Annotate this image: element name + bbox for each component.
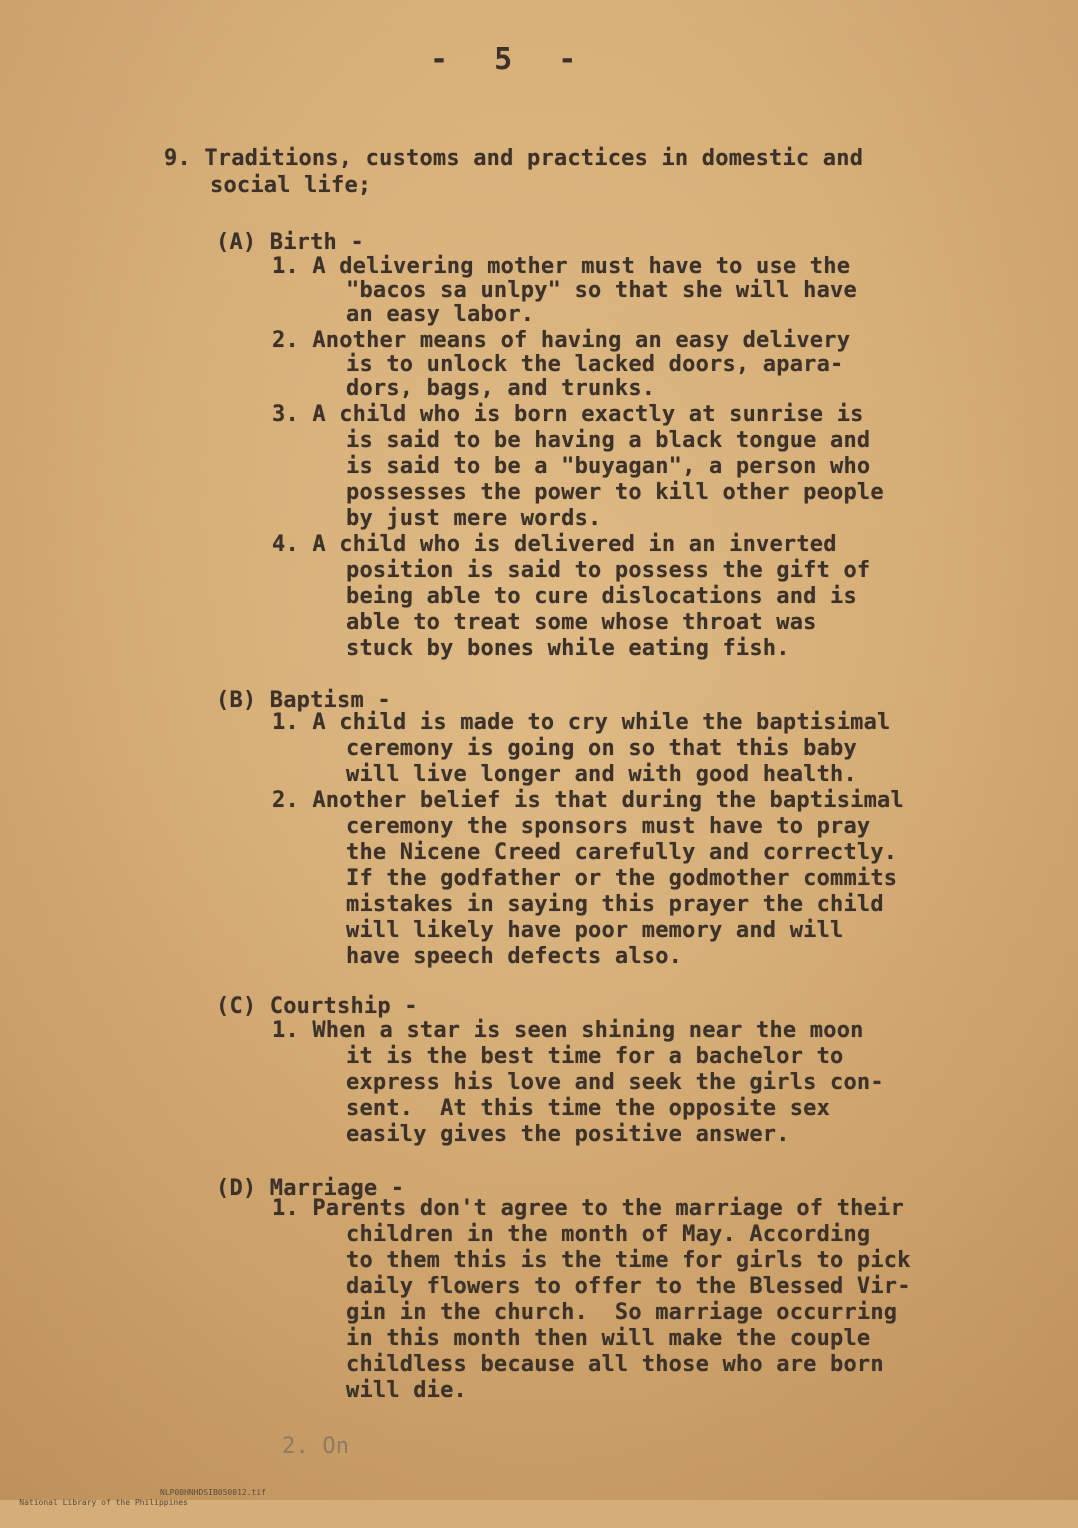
marriage-item-1-line-6: in this month then will make the couple [346, 1326, 871, 1351]
baptism-item-1-line-2: ceremony is going on so that this baby [346, 736, 857, 761]
scan-footer [0, 1488, 266, 1528]
birth-item-1-line-1: 1. A delivering mother must have to use the [272, 254, 851, 279]
section-title-birth: (A) Birth - [216, 230, 364, 255]
birth-item-4-line-4: able to treat some whose throat was [346, 610, 817, 635]
heading-line-2: social life; [210, 173, 372, 198]
birth-item-1-line-3: an easy labor. [346, 302, 535, 327]
baptism-item-1-line-1: 1. A child is made to cry while the baptisimal [272, 710, 891, 735]
marriage-item-1-line-8: will die. [346, 1378, 468, 1403]
birth-item-2-line-1: 2. Another means of having an easy delivery [272, 328, 851, 353]
courtship-item-1-line-5: easily gives the positive answer. [346, 1122, 790, 1147]
baptism-item-1-line-3: will live longer and with good health. [346, 762, 857, 787]
courtship-item-1-line-4: sent. At this time the opposite sex [346, 1096, 831, 1121]
heading-line-1: 9. Traditions, customs and practices in domestic and [164, 146, 864, 171]
baptism-item-2-line-5: mistakes in saying this prayer the child [346, 892, 884, 917]
section-title-baptism: (B) Baptism - [216, 688, 391, 713]
section-title-courtship: (C) Courtship - [216, 994, 418, 1019]
birth-item-3-line-3: is said to be a "buyagan", a person who [346, 454, 871, 479]
baptism-item-2-line-6: will likely have poor memory and will [346, 918, 844, 943]
baptism-item-2-line-7: have speech defects also. [346, 944, 683, 969]
footer-file: NLP00HNHDSIB050012.tif [160, 1488, 266, 1497]
courtship-item-1-line-2: it is the best time for a bachelor to [346, 1044, 844, 1069]
birth-item-1-line-2: "bacos sa unlpy" so that she will have [346, 278, 857, 303]
birth-item-4-line-2: position is said to possess the gift of [346, 558, 871, 583]
marriage-item-1-line-1: 1. Parents don't agree to the marriage of their [272, 1196, 904, 1221]
birth-item-2-line-2: is to unlock the lacked doors, apara- [346, 352, 844, 377]
birth-item-3-line-4: possesses the power to kill other people [346, 480, 884, 505]
marriage-item-2-continued: 2. On [282, 1434, 350, 1459]
courtship-item-1-line-3: express his love and seek the girls con- [346, 1070, 884, 1095]
birth-item-4-line-5: stuck by bones while eating fish. [346, 636, 790, 661]
birth-item-3-line-5: by just mere words. [346, 506, 602, 531]
birth-item-3-line-2: is said to be having a black tongue and [346, 428, 871, 453]
marriage-item-1-line-2: children in the month of May. According [346, 1222, 871, 1247]
baptism-item-2-line-1: 2. Another belief is that during the baptisimal [272, 788, 904, 813]
courtship-item-1-line-1: 1. When a star is seen shining near the moon [272, 1018, 864, 1043]
marriage-item-1-line-4: daily flowers to offer to the Blessed Vir- [346, 1274, 911, 1299]
birth-item-3-line-1: 3. A child who is born exactly at sunrise is [272, 402, 864, 427]
page-number: - 5 - [430, 42, 591, 77]
birth-item-4-line-1: 4. A child who is delivered in an inverted [272, 532, 837, 557]
baptism-item-2-line-2: ceremony the sponsors must have to pray [346, 814, 871, 839]
marriage-item-1-line-3: to them this is the time for girls to pick [346, 1248, 911, 1273]
marriage-item-1-line-7: childless because all those who are born [346, 1352, 884, 1377]
section-title-marriage: (D) Marriage - [216, 1176, 405, 1201]
baptism-item-2-line-3: the Nicene Creed carefully and correctly. [346, 840, 898, 865]
marriage-item-1-line-5: gin in the church. So marriage occurring [346, 1300, 898, 1325]
baptism-item-2-line-4: If the godfather or the godmother commits [346, 866, 898, 891]
birth-item-2-line-3: dors, bags, and trunks. [346, 376, 656, 401]
birth-item-4-line-3: being able to cure dislocations and is [346, 584, 857, 609]
footer-library: National Library of the Philippines [19, 1498, 188, 1507]
